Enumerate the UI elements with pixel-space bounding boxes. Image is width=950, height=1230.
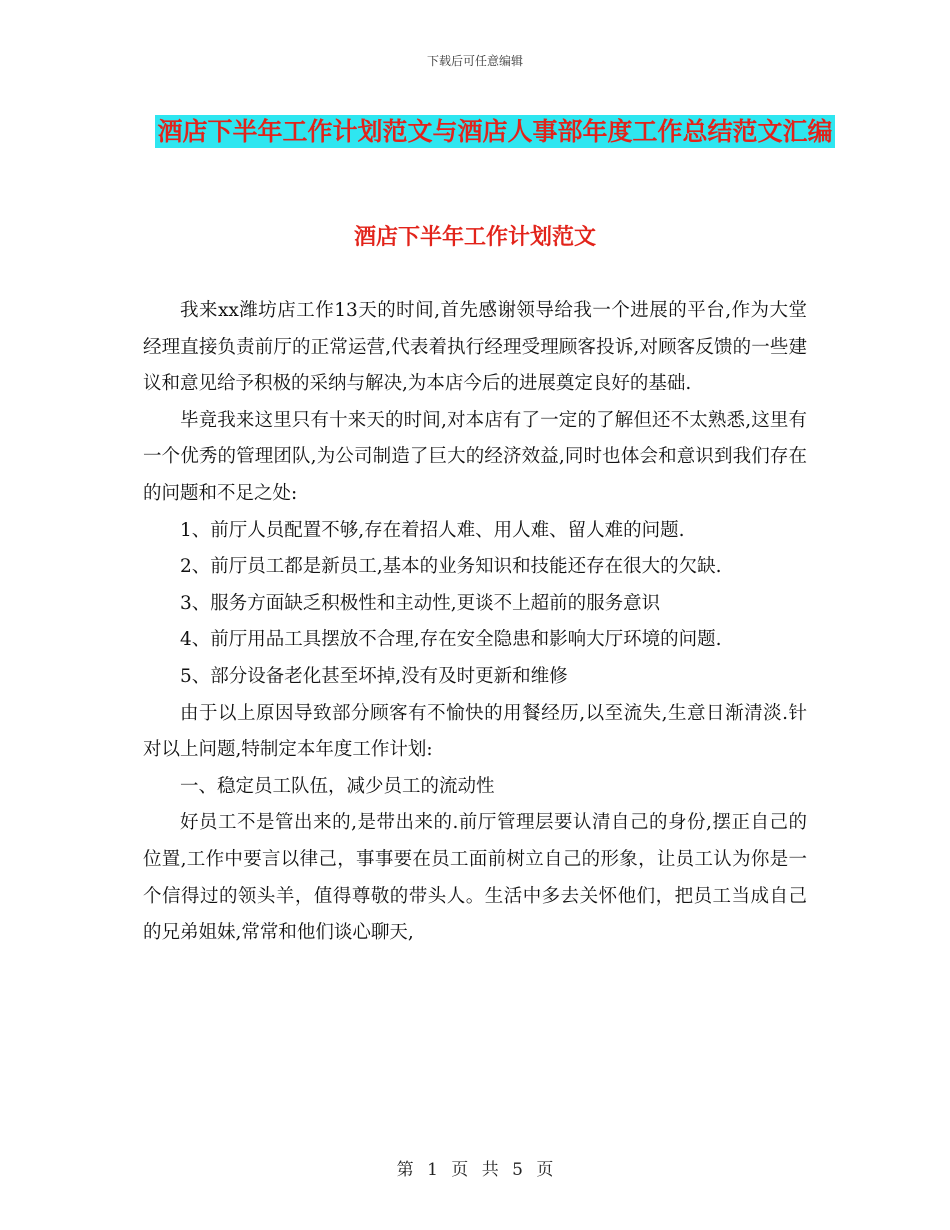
document-title-text: 酒店下半年工作计划范文与酒店人事部年度工作总结范文汇编	[157, 117, 833, 146]
subheading: 一、稳定员工队伍，减少员工的流动性	[180, 775, 495, 797]
page-word: 第	[396, 1160, 414, 1180]
page-header-note: 下载后可任意编辑	[426, 54, 523, 68]
total-pages-number: 5	[512, 1160, 523, 1180]
page-unit: 页	[451, 1160, 469, 1180]
list-item: 5、部分设备老化甚至坏掉,没有及时更新和维修	[180, 665, 568, 687]
list-item: 3、服务方面缺乏积极性和主动性,更谈不上超前的服务意识	[180, 592, 661, 614]
paragraph: 毕竟我来这里只有十来天的时间,对本店有了一定的了解但还不太熟悉,这里有一个优秀的管理团队,为公司制造了巨大的经济效益,同时也体会和意识到我们存在的问题和不足之处:	[143, 409, 807, 504]
paragraph: 好员工不是管出来的,是带出来的.前厅管理层要认清自己的身份,摆正自己的位置,工作中要言以律己，事事要在员工面前树立自己的形象，让员工认为你是一个信得过的领头羊，值得尊敬的带头人。生活中多去关怀他们，把员工当成自己的兄弟姐妹,常常和他们谈心聊天,	[143, 812, 807, 944]
list-item: 4、前厅用品工具摆放不合理,存在安全隐患和影响大厅环境的问题.	[180, 629, 722, 651]
list-item: 2、前厅员工都是新员工,基本的业务知识和技能还存在很大的欠缺.	[180, 556, 722, 578]
section-title: 酒店下半年工作计划范文	[353, 225, 596, 250]
paragraph: 我来xx潍坊店工作13天的时间,首先感谢领导给我一个进展的平台,作为大堂经理直接负责前厅的正常运营,代表着执行经理受理顾客投诉,对顾客反馈的一些建议和意见给予积极的采纳与解决,为本店今后的进展奠定良好的基础.	[143, 300, 807, 395]
total-word: 共	[481, 1160, 499, 1180]
document-body	[143, 293, 807, 952]
page-footer	[0, 1155, 950, 1180]
paragraph: 由于以上原因导致部分顾客有不愉快的用餐经历,以至流失,生意日渐清淡.针对以上问题,特制定本年度工作计划:	[143, 702, 807, 761]
document-title	[140, 110, 850, 154]
total-unit: 页	[536, 1160, 554, 1180]
list-item: 1、前厅人员配置不够,存在着招人难、用人难、留人难的问题.	[180, 519, 685, 541]
current-page-number: 1	[427, 1160, 438, 1180]
